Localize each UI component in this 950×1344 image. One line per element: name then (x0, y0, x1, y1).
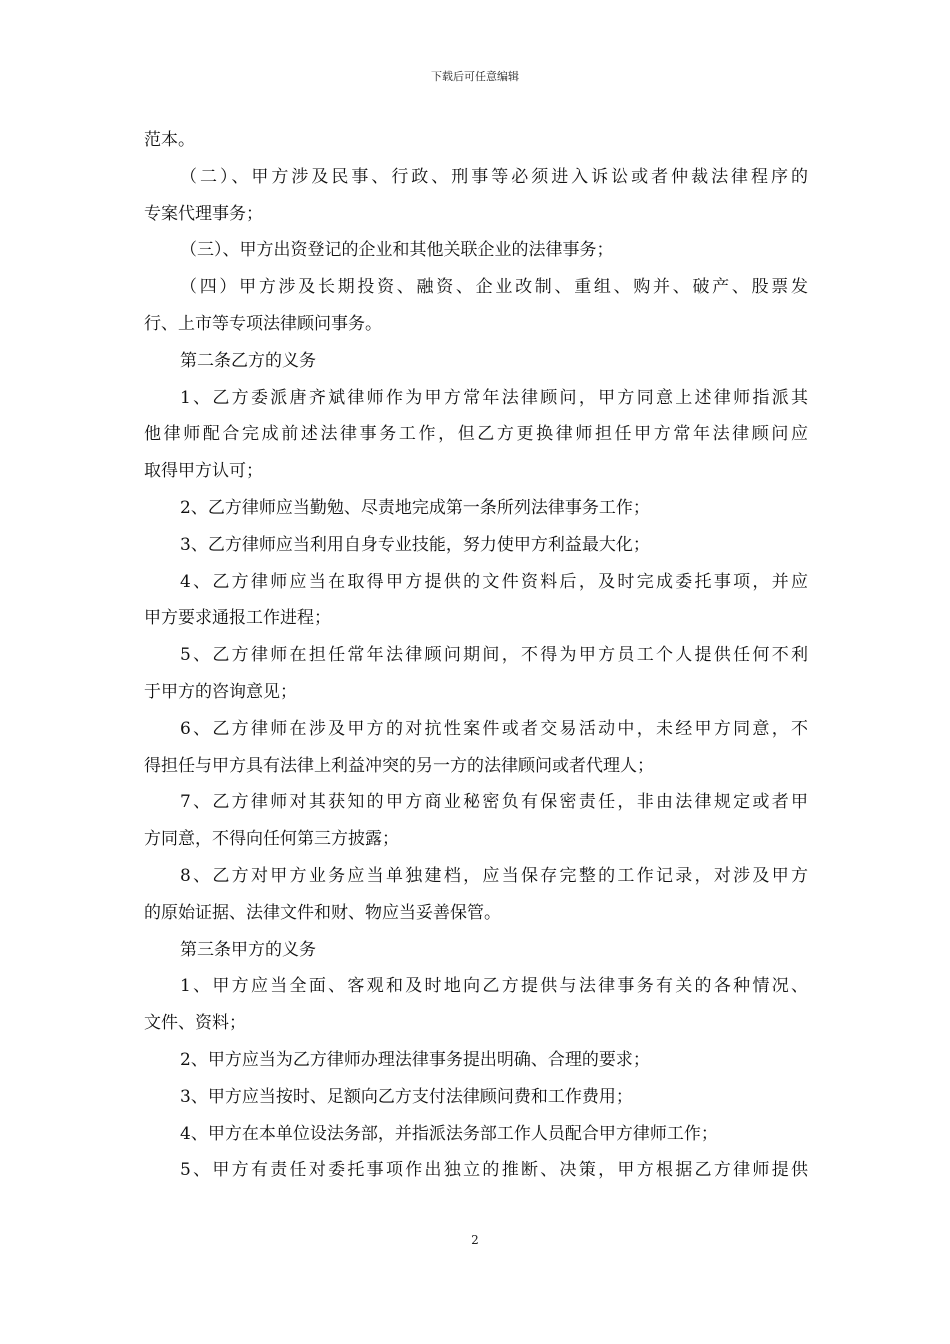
text-line: 得担任与甲方具有法律上利益冲突的另一方的法律顾问或者代理人； (144, 755, 654, 776)
text-line: （二）、甲方涉及民事、行政、刑事等必须进入诉讼或者仲裁法律程序的 (180, 166, 808, 187)
document-body (144, 122, 808, 1189)
text-line: 的原始证据、法律文件和财、物应当妥善保管。 (144, 902, 501, 923)
text-line: 第三条甲方的义务 (180, 939, 316, 960)
text-line: （三）、甲方出资登记的企业和其他关联企业的法律事务； (180, 240, 614, 261)
text-line: 7、乙方律师对其获知的甲方商业秘密负有保密责任，非由法律规定或者甲 (180, 792, 808, 813)
text-line: 1、乙方委派唐齐斌律师作为甲方常年法律顾问，甲方同意上述律师指派其 (180, 387, 808, 408)
text-line: 范本。 (144, 130, 195, 150)
text-line: 甲方要求通报工作进程； (144, 608, 331, 629)
text-line: 3、乙方律师应当利用自身专业技能，努力使甲方利益最大化； (180, 534, 650, 555)
text-line: 1、甲方应当全面、客观和及时地向乙方提供与法律事务有关的各种情况、 (180, 976, 808, 997)
text-line: 取得甲方认可； (144, 461, 263, 482)
page-number: 2 (471, 1233, 479, 1247)
text-line: 方同意，不得向任何第三方披露； (144, 829, 399, 850)
text-line: 行、上市等专项法律顾问事务。 (144, 313, 382, 334)
text-line: 8、乙方对甲方业务应当单独建档，应当保存完整的工作记录，对涉及甲方 (180, 865, 808, 886)
text-line: 3、甲方应当按时、足额向乙方支付法律顾问费和工作费用； (180, 1086, 633, 1107)
text-line: 文件、资料； (144, 1013, 246, 1034)
text-line: 2、甲方应当为乙方律师办理法律事务提出明确、合理的要求； (180, 1049, 650, 1070)
text-line: 2、乙方律师应当勤勉、尽责地完成第一条所列法律事务工作； (180, 497, 650, 518)
text-line: 5、乙方律师在担任常年法律顾问期间，不得为甲方员工个人提供任何不利 (180, 645, 808, 666)
text-line: 于甲方的咨询意见； (144, 681, 297, 702)
text-line: 4、甲方在本单位设法务部，并指派法务部工作人员配合甲方律师工作； (180, 1123, 718, 1144)
text-line: 5、甲方有责任对委托事项作出独立的推断、决策，甲方根据乙方律师提供 (180, 1160, 808, 1181)
text-line: 专案代理事务； (144, 203, 263, 224)
text-line: 4、乙方律师应当在取得甲方提供的文件资料后，及时完成委托事项，并应 (180, 571, 808, 592)
text-line: 第二条乙方的义务 (180, 350, 316, 371)
text-line: （四）甲方涉及长期投资、融资、企业改制、重组、购并、破产、股票发 (180, 277, 808, 298)
page-header: 下载后可任意编辑 (431, 70, 519, 83)
text-line: 6、乙方律师在涉及甲方的对抗性案件或者交易活动中，未经甲方同意，不 (180, 718, 808, 739)
text-line: 他律师配合完成前述法律事务工作，但乙方更换律师担任甲方常年法律顾问应 (144, 424, 808, 445)
